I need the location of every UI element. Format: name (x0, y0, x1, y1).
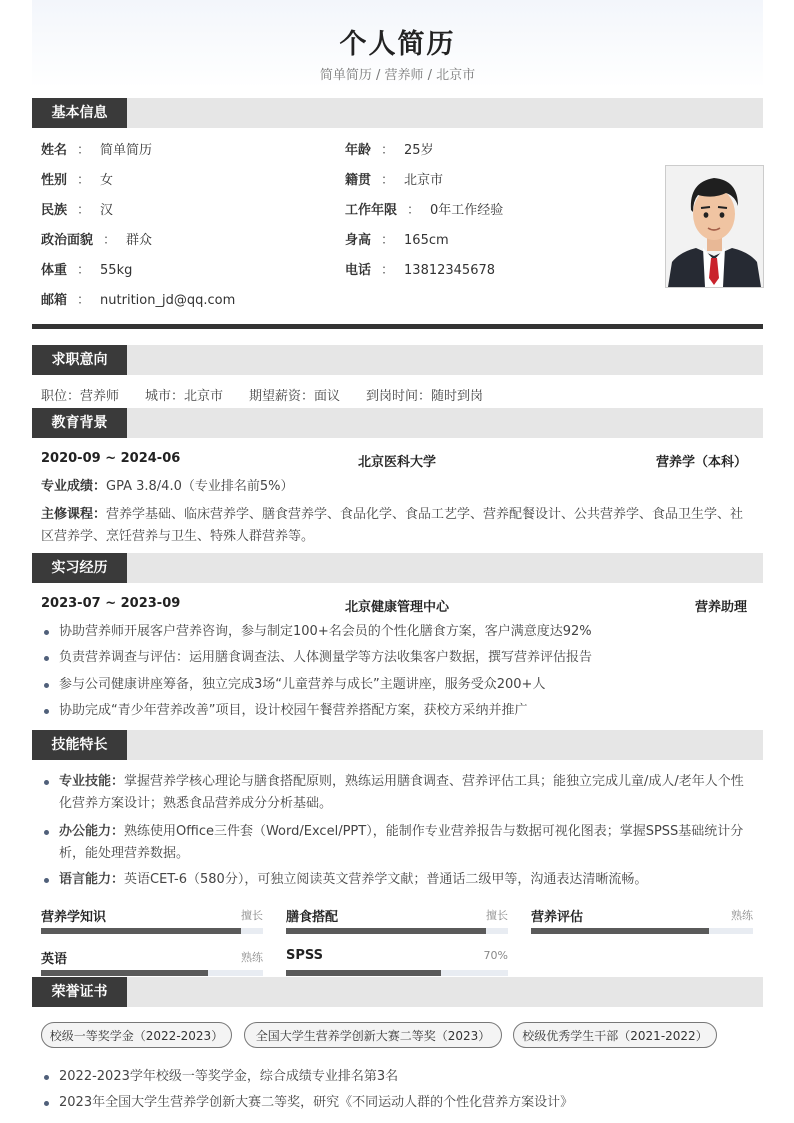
section-title: 教育背景 (32, 408, 127, 438)
info-weight: 体重 ： 55kg (41, 263, 133, 278)
section-internship (32, 553, 763, 583)
avatar (665, 165, 764, 288)
internship-role: 营养助理 (694, 600, 747, 615)
info-political: 政治面貌 ： 群众 (41, 233, 153, 248)
info-age: 年龄 ： 25岁 (345, 143, 434, 158)
page-subtitle: 简单简历 / 营养师 / 北京市 (319, 68, 476, 83)
internship-period: 2023-07 ~ 2023-09 (41, 596, 181, 611)
avatar-portrait-icon (666, 166, 763, 287)
resume-header (32, 0, 763, 88)
education-major: 营养学（本科） (655, 455, 747, 470)
section-title: 基本信息 (32, 98, 127, 128)
honor-badge: 校级一等奖学金（2022-2023） (41, 1022, 232, 1048)
section-title: 技能特长 (32, 730, 127, 760)
info-gender: 性别 ： 女 (41, 173, 114, 188)
section-title: 荣誉证书 (32, 977, 127, 1007)
honor-badge: 校级优秀学生干部（2021-2022） (513, 1022, 717, 1048)
skill-bar: 英语 熟练 (41, 948, 263, 988)
list-item: 专业技能：掌握营养学核心理论与膳食搭配原则，熟练运用膳食调查、营养评估工具；能独立完成儿童/成人/老年人个性化营养方案设计；熟悉食品营养成分分析基础。 (41, 771, 755, 815)
skill-bar: 膳食搭配 擅长 (286, 906, 508, 946)
list-item: 参与公司健康讲座筹备，独立完成3场“儿童营养与成长”主题讲座，服务受众200+人 (41, 674, 755, 696)
job-intent-line: 职位：营养师 城市：北京市 期望薪资：面议 到岗时间：随时到岗 (41, 389, 484, 404)
skill-bar: SPSS 70% (286, 948, 508, 988)
list-item: 协助完成“青少年营养改善”项目，设计校园午餐营养搭配方案，获校方采纳并推广 (41, 700, 755, 722)
internship-entry (41, 596, 753, 614)
section-divider (32, 324, 763, 329)
skill-bar: 营养评估 熟练 (531, 906, 753, 946)
info-phone: 电话 ： 13812345678 (345, 263, 496, 278)
info-email: 邮箱 ： nutrition_jd@qq.com (41, 293, 236, 308)
section-title: 实习经历 (32, 553, 127, 583)
section-education (32, 408, 763, 438)
section-title: 求职意向 (32, 345, 127, 375)
section-basic-info (32, 98, 763, 128)
section-skills (32, 730, 763, 760)
info-height: 身高 ： 165cm (345, 233, 449, 248)
section-honors (32, 977, 763, 1007)
education-period: 2020-09 ~ 2024-06 (41, 451, 181, 466)
info-native: 籍贯 ： 北京市 (345, 173, 444, 188)
skill-bar: 营养学知识 擅长 (41, 906, 263, 946)
education-entry (41, 451, 753, 469)
list-item: 办公能力：熟练使用Office三件套（Word/Excel/PPT），能制作专业营养报告与数据可视化图表；掌握SPSS基础统计分析，能处理营养数据。 (41, 821, 755, 865)
info-name: 姓名 ： 简单简历 (41, 143, 153, 158)
list-item: 协助营养师开展客户营养咨询，参与制定100+名会员的个性化膳食方案，客户满意度达92% (41, 621, 755, 643)
list-item: 语言能力：英语CET-6（580分），可独立阅读英文营养学文献；普通话二级甲等，沟通表达清晰流畅。 (41, 869, 755, 891)
education-courses: 主修课程：营养学基础、临床营养学、膳食营养学、食品化学、食品工艺学、营养配餐设计、公共营养学、食品卫生学、社区营养学、烹饪营养与卫生、特殊人群营养等。 (41, 507, 744, 544)
info-work-years: 工作年限 ： 0年工作经验 (345, 203, 504, 218)
page-title: 个人简历 (339, 29, 456, 60)
list-item: 负责营养调查与评估：运用膳食调查法、人体测量学等方法收集客户数据，撰写营养评估报告 (41, 647, 755, 669)
internship-company: 北京健康管理中心 (344, 600, 449, 615)
info-ethnic: 民族 ： 汉 (41, 203, 114, 218)
education-school: 北京医科大学 (357, 455, 436, 470)
list-item: 2023年全国大学生营养学创新大赛二等奖，研究《不同运动人群的个性化营养方案设计》 (41, 1092, 755, 1114)
education-score: 专业成绩：GPA 3.8/4.0（专业排名前5%） (41, 479, 294, 494)
honor-badge: 全国大学生营养学创新大赛二等奖（2023） (244, 1022, 502, 1048)
list-item: 2022-2023学年校级一等奖学金，综合成绩专业排名第3名 (41, 1066, 755, 1088)
section-job-intent (32, 345, 763, 375)
